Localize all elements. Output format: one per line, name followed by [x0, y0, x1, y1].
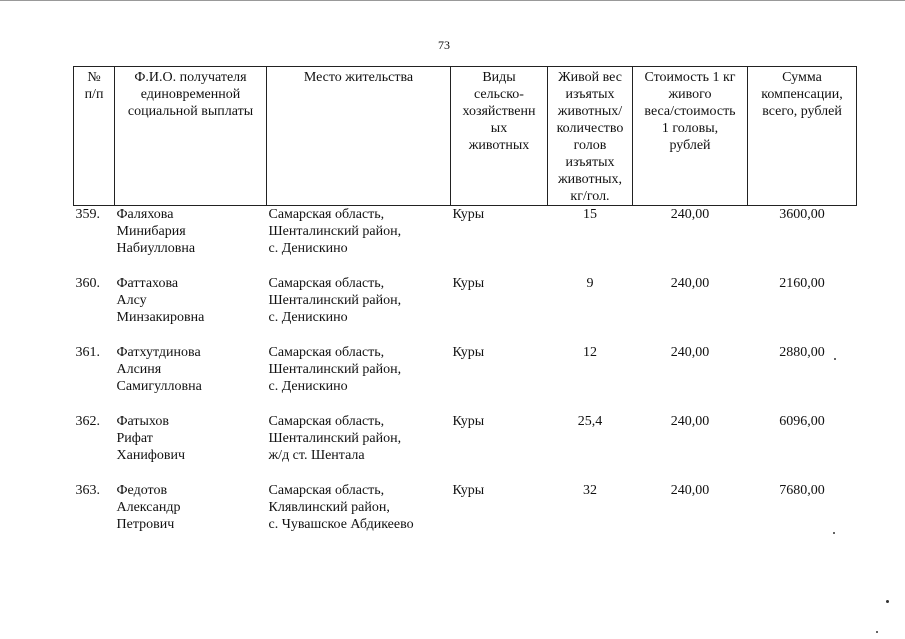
- table-row: [74, 344, 857, 413]
- live-weight: 25,4: [577, 414, 603, 429]
- table-row: [74, 275, 857, 344]
- live-weight: 32: [583, 483, 597, 498]
- unit-cost: 240,00: [670, 207, 710, 222]
- residence: Самарская область, Шенталинский район, с. Денискино: [268, 207, 402, 256]
- top-border-line: [0, 0, 905, 1]
- total-sum: 7680,00: [779, 483, 825, 498]
- compensation-table: [73, 66, 857, 551]
- header-recipient-name: Ф.И.О. получателя единовременной социальной выплаты: [115, 67, 267, 206]
- unit-cost: 240,00: [670, 414, 710, 429]
- header-residence: Место жительства: [267, 67, 451, 206]
- unit-cost: 240,00: [670, 345, 710, 360]
- row-number: 359.: [75, 207, 100, 222]
- scan-speck: [876, 631, 878, 633]
- animal-type: Куры: [452, 345, 485, 360]
- scan-speck: [834, 358, 836, 360]
- table-body: [74, 206, 857, 552]
- animal-type: Куры: [452, 414, 485, 429]
- live-weight: 9: [586, 276, 594, 291]
- scan-speck: [833, 532, 835, 534]
- total-sum: 2160,00: [779, 276, 825, 291]
- animal-type: Куры: [452, 483, 485, 498]
- residence: Самарская область, Клявлинский район, с. Чувашское Абдикеево: [268, 483, 414, 532]
- table-row: [74, 413, 857, 482]
- live-weight: 15: [583, 207, 597, 222]
- recipient-name: Фатыхов Рифат Ханифович: [116, 414, 186, 463]
- animal-type: Куры: [452, 207, 485, 222]
- live-weight: 12: [583, 345, 597, 360]
- header-live-weight: Живой вес изъятых животных/ количество голов изъятых животных, кг/гол.: [548, 67, 633, 206]
- header-unit-cost: Стоимость 1 кг живого веса/стоимость 1 головы, рублей: [633, 67, 748, 206]
- scan-speck: [886, 600, 889, 603]
- header-animal-type: Виды сельско- хозяйственн ых животных: [451, 67, 548, 206]
- animal-type: Куры: [452, 276, 485, 291]
- row-number: 362.: [75, 414, 100, 429]
- recipient-name: Федотов Александр Петрович: [116, 483, 181, 532]
- row-number: 360.: [75, 276, 100, 291]
- row-number: 363.: [75, 483, 100, 498]
- residence: Самарская область, Шенталинский район, ж/д ст. Шентала: [268, 414, 402, 463]
- residence: Самарская область, Шенталинский район, с. Денискино: [268, 345, 402, 394]
- total-sum: 2880,00: [779, 345, 825, 360]
- recipient-name: Фаттахова Алсу Минзакировна: [116, 276, 205, 325]
- residence: Самарская область, Шенталинский район, с. Денискино: [268, 276, 402, 325]
- total-sum: 6096,00: [779, 414, 825, 429]
- table-row: [74, 482, 857, 551]
- table-header: [74, 67, 857, 206]
- header-row: [74, 67, 857, 206]
- recipient-name: Фатхутдинова Алсиня Самигулловна: [116, 345, 202, 394]
- page-number: 73: [438, 38, 450, 52]
- header-number: № п/п: [74, 67, 115, 206]
- unit-cost: 240,00: [670, 276, 710, 291]
- row-number: 361.: [75, 345, 100, 360]
- table-row: [74, 206, 857, 276]
- total-sum: 3600,00: [779, 207, 825, 222]
- unit-cost: 240,00: [670, 483, 710, 498]
- header-total-sum: Сумма компенсации, всего, рублей: [748, 67, 857, 206]
- recipient-name: Фаляхова Минибария Набиулловна: [116, 207, 196, 256]
